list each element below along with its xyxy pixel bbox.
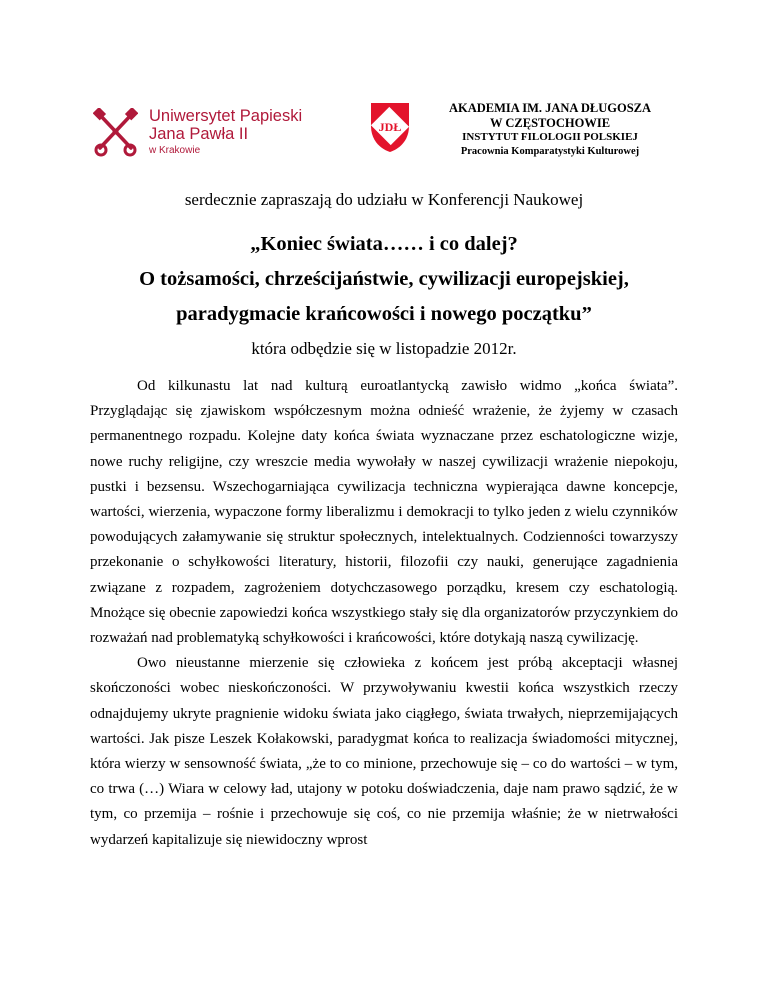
- institute-name: INSTYTUT FILOLOGII POLSKIEJ: [462, 131, 638, 143]
- institution-block: [420, 101, 680, 158]
- svg-text:JDŁ: JDŁ: [378, 120, 402, 134]
- paragraph: Od kilkunastu lat nad kulturą euroatlantycką zawisło widmo „końca świata”. Przyglądając się zjawiskom współczesnym można odnieść wrażenie, że żyjemy w czasach permanentnego rozpadu. Kolejne daty końca świata wyznaczane przez eschatologiczne wizje, nowe ruchy religijne, czy wreszcie media wywołały w naszej cywilizacji wrażenie niepokoju, pustki i bezsensu. Wszechogarniająca cywilizacja techniczna wypierająca dawne koncepcje, wartości, wierzenia, wypaczone formy liberalizmu i demokracji to tylko jeden z wielu czynników powodujących załamywanie się struktur społecznych, intelektualnych. Codzienności towarzyszy przekonanie o schyłkowości literatury, historii, filozofii czy nauki, generujące zagadnienia związane z rozpadem, zagrożeniem dotychczasowego porządku, kresem czy eschatologią. Mnożące się obecnie zapowiedzi końca wszystkiego stały się dla organizatorów przyczynkiem do rozważań nad problematyką schyłkowości i krańcowości, które dotykają naszą cywilizację.: [90, 378, 678, 647]
- department-name: Pracownia Komparatystyki Kulturowej: [460, 146, 640, 157]
- conference-date: która odbędzie się w listopadzie 2012r.: [251, 339, 517, 358]
- institution-city: W CZĘSTOCHOWIE: [489, 116, 611, 130]
- university-logo: [93, 104, 303, 164]
- university-name-line1: Uniwersytet Papieski: [149, 107, 303, 125]
- paragraph: Owo nieustanne mierzenie się człowieka z końcem jest próbą akceptacji własnej skończoności wobec nieskończoności. W przywoływaniu kwestii końca wszystkich rzeczy odnajdujemy ukryte pragnienie widoku świata jako ciągłego, świata trwałych, nieprzemijających wartości. Jak pisze Leszek Kołakowski, paradygmat końca to realizacja świadomości mitycznej, która wierzy w sensowność świata, „że to co minione, przechowuje się – co do wartości – w tym, co trwa (…) Wiara w celowy ład, utajony w potoku doświadczenia, daje nam prawo sądzić, że w tym, co przemija – rośnie i przechowuje się coś, co nie przemija właśnie; że w nietrwałości wydarzeń kapitalizuje się niewidoczny wprost: [90, 655, 678, 848]
- university-name-line2: Jana Pawła II: [149, 125, 249, 143]
- conference-title-line1: „Koniec świata…… i co dalej?: [250, 233, 518, 255]
- crossed-keys-icon: [93, 108, 138, 158]
- ajd-shield-icon: [368, 99, 412, 154]
- university-city: w Krakowie: [149, 145, 201, 156]
- university-name: [149, 107, 302, 157]
- invitation-line: serdecznie zapraszają do udziału w Konferencji Naukowej: [184, 190, 584, 209]
- conference-title-line2: O tożsamości, chrześcijaństwie, cywilizacji europejskiej,: [139, 268, 629, 290]
- body-text: [90, 374, 678, 853]
- conference-title-line3: paradygmacie krańcowości i nowego początku”: [176, 303, 592, 325]
- institution-name: AKADEMIA IM. JANA DŁUGOSZA: [448, 101, 652, 115]
